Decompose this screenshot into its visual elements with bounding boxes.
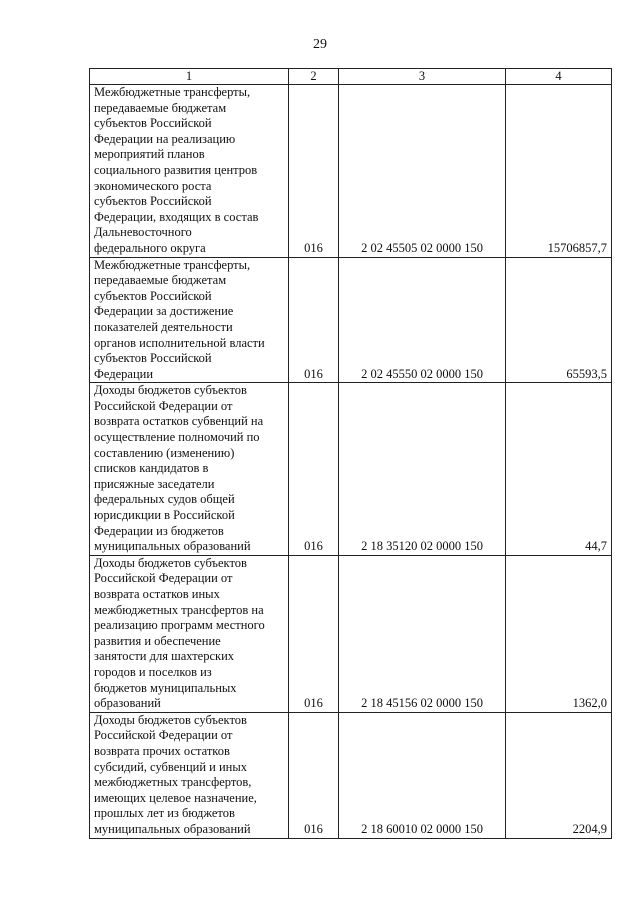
column-header-1: 1 [90,69,289,85]
description-line: возврата прочих остатков [94,743,230,758]
admin-code: 016 [289,85,339,258]
table-header-row [90,69,612,85]
description-line: осуществление полномочий по [94,430,260,445]
description-line: Доходы бюджетов субъектов [94,555,247,570]
description-line: городов и поселков из [94,664,212,679]
description-line: муниципальных образований [94,821,251,836]
description-line: возврата остатков иных [94,587,220,601]
description-line: субсидий, субвенций и иных [94,759,247,774]
description-line: Российской Федерации от [94,398,233,413]
description-line: занятости для шахтерских [94,649,235,664]
description-line: Федерации на реализацию [94,131,236,146]
description-line: прошлых лет из бюджетов [94,806,235,821]
description-line: Федерации, входящих в состав [94,209,259,224]
description-line: Федерации за достижение [94,304,234,319]
description-line: передаваемые бюджетам [94,273,227,288]
description-line: федерального округа [94,240,206,255]
budget-classification-code: 2 18 35120 02 0000 150 [339,383,506,556]
description-line: федеральных судов общей [94,492,235,507]
revenue-description [90,257,289,383]
revenue-description [90,555,289,712]
description-line: субъектов Российской [94,116,212,131]
amount: 44,7 [506,383,612,556]
description-line: экономического роста [94,178,212,193]
description-line: развития и обеспечение [94,633,221,648]
amount: 2204,9 [506,712,612,838]
description-line: Российской Федерации от [94,571,233,586]
revenue-description [90,85,289,258]
table-row [90,555,612,712]
description-line: образований [94,696,161,711]
description-line: органов исполнительной власти [94,335,265,350]
description-line: Межбюджетные трансферты, [94,257,251,272]
budget-classification-code: 2 18 60010 02 0000 150 [339,712,506,838]
page-number: 29 [313,37,327,52]
description-line: передаваемые бюджетам [94,100,227,115]
description-line: юрисдикции в Российской [94,508,235,523]
description-line: присяжные заседатели [94,476,215,491]
revenue-description [90,383,289,556]
description-line: субъектов Российской [94,288,212,303]
description-line: возврата остатков субвенций на [94,414,264,429]
admin-code: 016 [289,712,339,838]
description-line: межбюджетных трансфертов на [94,602,264,617]
description-line: Доходы бюджетов субъектов [94,383,247,398]
description-line: Федерации [94,366,154,381]
admin-code: 016 [289,383,339,556]
column-header-3: 3 [339,69,506,85]
description-line: показателей деятельности [94,319,233,334]
admin-code: 016 [289,555,339,712]
description-line: бюджетов муниципальных [94,680,237,695]
description-line: муниципальных образований [94,539,251,554]
description-line: Межбюджетные трансферты, [94,85,251,99]
amount: 1362,0 [506,555,612,712]
table-row [90,383,612,556]
description-line: Доходы бюджетов субъектов [94,712,247,727]
amount: 65593,5 [506,257,612,383]
description-line: реализацию программ местного [94,618,265,633]
amount: 15706857,7 [506,85,612,258]
description-line: составлению (изменению) [94,445,235,460]
admin-code: 016 [289,257,339,383]
revenue-description [90,712,289,838]
budget-classification-code: 2 02 45505 02 0000 150 [339,85,506,258]
column-header-4: 4 [506,69,612,85]
description-line: субъектов Российской [94,194,212,209]
budget-classification-code: 2 02 45550 02 0000 150 [339,257,506,383]
description-line: социального развития центров [94,162,258,177]
table-row [90,712,612,838]
table-body [90,85,612,839]
description-line: субъектов Российской [94,351,212,366]
budget-classification-code: 2 18 45156 02 0000 150 [339,555,506,712]
description-line: Дальневосточного [94,225,192,240]
description-line: Федерации из бюджетов [94,523,224,538]
column-header-2: 2 [289,69,339,85]
description-line: списков кандидатов в [94,461,209,476]
description-line: имеющих целевое назначение, [94,790,257,805]
description-line: мероприятий планов [94,147,205,162]
description-line: Российской Федерации от [94,728,233,743]
budget-table [89,68,612,839]
table-row [90,85,612,258]
table-row [90,257,612,383]
description-line: межбюджетных трансфертов, [94,775,252,790]
